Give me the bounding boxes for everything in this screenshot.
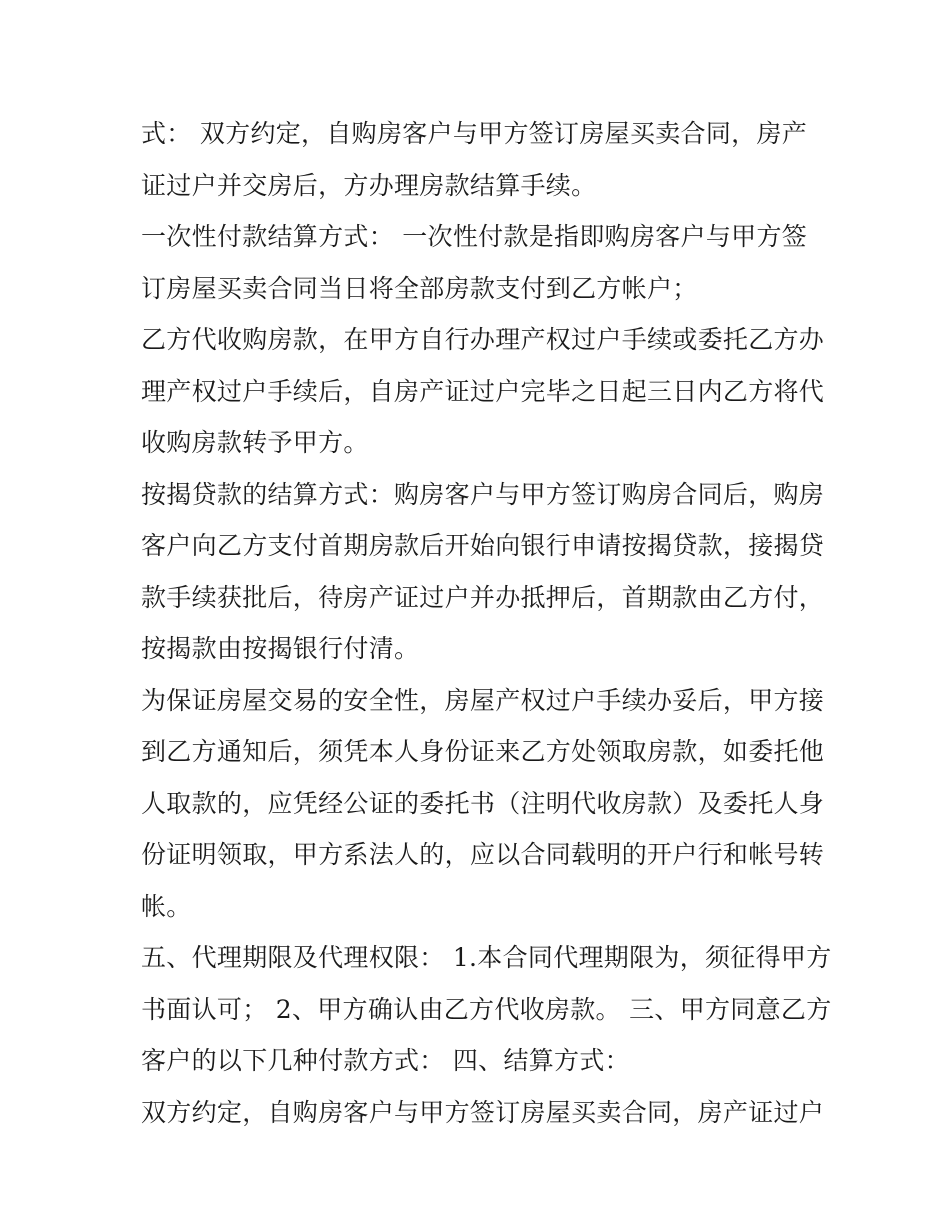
text-line: 订房屋买卖合同当日将全部房款支付到乙方帐户； <box>141 273 698 303</box>
text-line: 双方约定，自购房客户与甲方签订房屋买卖合同，房产证过户 <box>141 1097 825 1127</box>
text-line: 帐。 <box>141 891 192 921</box>
text-line: 客户的以下几种付款方式： 四、结算方式： <box>141 1046 630 1075</box>
text-line: 一次性付款结算方式： 一次性付款是指即购房客户与甲方签 <box>141 222 808 251</box>
text-line: 按揭款由按揭银行付清。 <box>141 634 420 663</box>
text-line: 人取款的，应凭经公证的委托书（注明代收房款）及委托人身 <box>141 788 825 818</box>
text-line: 客户向乙方支付首期房款后开始向银行申请按揭贷款，接揭贷 <box>141 531 825 560</box>
text-line: 乙方代收购房款，在甲方自行办理产权过户手续或委托乙方办 <box>141 325 825 354</box>
text-line: 式： 双方约定，自购房客户与甲方签订房屋买卖合同，房产 <box>141 119 808 148</box>
text-line: 五、代理期限及代理权限： 1.本合同代理期限为，须征得甲方 <box>141 943 832 972</box>
text-line: 款手续获批后，待房产证过户并办抵押后，首期款由乙方付， <box>141 582 825 612</box>
text-line: 书面认可； 2、甲方确认由乙方代收房款。 三、甲方同意乙方 <box>141 994 832 1024</box>
text-line: 到乙方通知后，须凭本人身份证来乙方处领取房款，如委托他 <box>141 737 825 766</box>
text-line: 证过户并交房后，方办理房款结算手续。 <box>141 170 597 200</box>
text-line: 按揭贷款的结算方式：购房客户与甲方签订购房合同后，购房 <box>141 479 825 509</box>
document-body <box>141 108 832 1138</box>
text-line: 理产权过户手续后，自房产证过户完毕之日起三日内乙方将代 <box>141 376 825 406</box>
text-line: 收购房款转予甲方。 <box>141 428 369 457</box>
text-line: 为保证房屋交易的安全性，房屋产权过户手续办妥后，甲方接 <box>141 685 825 715</box>
text-line: 份证明领取，甲方系法人的，应以合同载明的开户行和帐号转 <box>141 840 825 869</box>
